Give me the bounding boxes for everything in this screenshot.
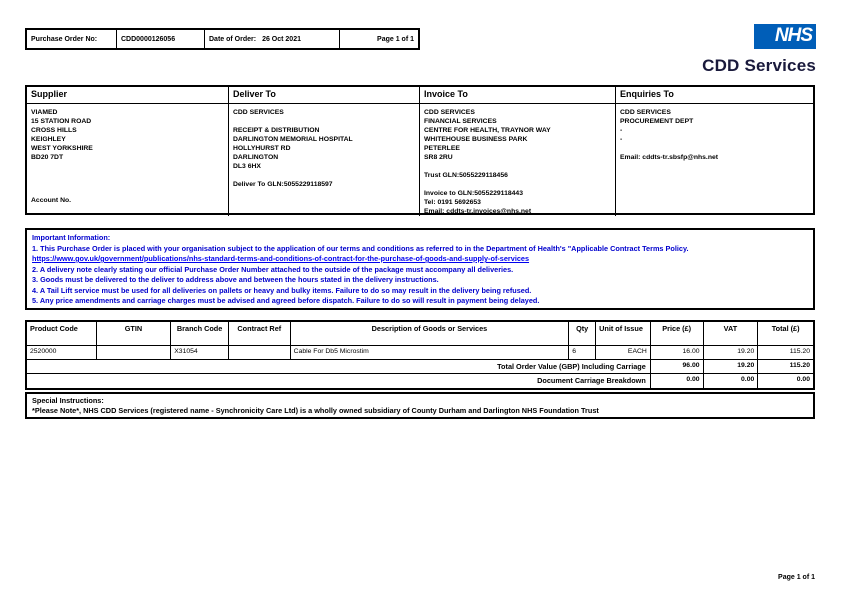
invoice-email: Email: cddts-tr.invoices@nhs.net: [424, 208, 532, 215]
address-line: WEST YORKSHIRE: [31, 145, 93, 152]
terms-line-5: 5. Any price amendments and carriage charges must be advised and agreed before dispatch. Failure to do so will result in payment being delayed.: [32, 296, 540, 305]
item-branch-code: X31054: [171, 346, 229, 360]
invoice-to-header: Invoice To: [420, 87, 616, 104]
organisation-name: CDD Services: [702, 56, 816, 75]
page-indicator: Page 1 of 1: [377, 35, 414, 43]
invoice-gln: Invoice to GLN:5055229118443: [424, 190, 523, 197]
item-vat: 19.20: [704, 346, 759, 360]
trust-gln: Trust GLN:5055229118456: [424, 172, 508, 179]
address-line: WHITEHOUSE BUSINESS PARK: [424, 136, 528, 143]
address-line: CDD SERVICES: [620, 109, 671, 116]
address-line: RECEIPT & DISTRIBUTION: [232, 127, 320, 134]
col-product-code: Product Code: [27, 322, 97, 346]
terms-policy-link[interactable]: https://www.gov.uk/government/publications/nhs-standard-terms-and-conditions-of-contract-for-the-purchase-of-goods-and-supply-of-services: [32, 254, 530, 263]
total-order-vat: 19.20: [704, 360, 759, 374]
address-line: DARLINGTON: [232, 154, 279, 161]
item-gtin: [97, 346, 172, 360]
order-date-value: 26 Oct 2021: [262, 35, 301, 43]
col-total: Total (£): [758, 322, 813, 346]
col-qty: Qty: [569, 322, 596, 346]
total-order-price: 96.00: [651, 360, 704, 374]
nhs-logo: NHS: [754, 24, 816, 49]
supplier-address: [27, 104, 229, 216]
address-line: CENTRE FOR HEALTH, TRAYNOR WAY: [424, 127, 551, 134]
important-info-heading: Important Information:: [32, 233, 111, 242]
account-no-label: Account No.: [31, 197, 72, 204]
order-date-label: Date of Order:: [209, 35, 257, 43]
terms-line-4: 4. A Tail Lift service must be used for all deliveries on pallets or heavy and bulky items. Failure to do so may result in the delivery being refused.: [32, 285, 532, 295]
address-line: CDD SERVICES: [424, 109, 475, 116]
address-line: -: [620, 136, 623, 143]
address-line: [233, 171, 416, 180]
item-price: 16.00: [651, 346, 704, 360]
address-line: SR8 2RU: [424, 154, 453, 161]
col-contract-ref: Contract Ref: [229, 322, 291, 346]
address-line: FINANCIAL SERVICES: [424, 118, 497, 125]
invoice-tel: Tel: 0191 5692653: [424, 199, 481, 206]
address-line: [620, 144, 810, 153]
special-instructions-heading: Special Instructions:: [32, 396, 104, 405]
enquiries-to-header: Enquiries To: [616, 87, 813, 104]
carriage-total: 0.00: [796, 376, 810, 383]
address-line: PETERLEE: [424, 145, 460, 152]
deliver-to-address: [229, 104, 420, 216]
address-line: CROSS HILLS: [31, 127, 77, 134]
order-date-cell: [205, 30, 340, 48]
address-table: [25, 85, 815, 215]
col-description: Description of Goods or Services: [291, 322, 570, 346]
po-header-strip: [25, 28, 420, 50]
item-unit-of-issue: EACH: [596, 346, 651, 360]
address-line: DARLINGTON MEMORIAL HOSPITAL: [232, 136, 353, 143]
address-line: -: [620, 127, 623, 134]
address-line: VIAMED: [31, 109, 58, 116]
col-branch-code: Branch Code: [171, 322, 229, 346]
carriage-vat: 0.00: [704, 374, 759, 388]
item-total: 115.20: [758, 346, 813, 360]
address-line: 15 STATION ROAD: [31, 118, 92, 125]
address-line: [424, 162, 612, 171]
enquiries-to-address: [616, 104, 813, 216]
po-number-label: Purchase Order No:: [27, 30, 117, 48]
footer-page-number: Page 1 of 1: [778, 574, 815, 581]
col-unit-of-issue: Unit of Issue: [596, 322, 651, 346]
address-line: HOLLYHURST RD: [232, 145, 291, 152]
line-items-table: [25, 320, 815, 390]
total-order-value-label: Total Order Value (GBP) Including Carriage: [27, 360, 651, 374]
enquiries-email: Email: cddts-tr.sbsfp@nhs.net: [620, 154, 719, 161]
total-order-total: 115.20: [758, 360, 813, 374]
item-contract-ref: [229, 346, 291, 360]
col-vat: VAT: [704, 322, 759, 346]
address-line: KEIGHLEY: [31, 136, 66, 143]
col-gtin: GTIN: [97, 322, 172, 346]
address-line: DL3 6HX: [232, 163, 261, 170]
item-description: Cable For Db5 Microstim: [291, 346, 570, 360]
terms-line-2: 2. A delivery note clearly stating our official Purchase Order Number attached to the outside of the package must accompany all deliveries.: [32, 264, 514, 274]
terms-line-3: 3. Goods must be delivered to the deliver to address above and between the hours stated in the delivery instructions.: [32, 275, 439, 284]
terms-line-1: 1. This Purchase Order is placed with your organisation subject to the application of our terms and conditions as referred to in the Department of Health's "Applicable Contract Terms Policy.: [32, 243, 689, 253]
address-line: BD20 7DT: [31, 154, 64, 161]
carriage-price: 0.00: [651, 374, 704, 388]
invoice-to-address: [420, 104, 616, 216]
address-line: CDD SERVICES: [232, 109, 284, 116]
po-number-value: CDD0000126056: [117, 30, 205, 48]
item-product-code: 2520000: [27, 346, 97, 360]
carriage-breakdown-label: Document Carriage Breakdown: [27, 374, 651, 388]
supplier-header: Supplier: [27, 87, 229, 104]
address-line: [233, 117, 416, 126]
address-line: PROCUREMENT DEPT: [620, 118, 694, 125]
col-price: Price (£): [651, 322, 704, 346]
special-instructions-text: *Please Note*, NHS CDD Services (registered name - Synchronicity Care Ltd) is a wholly owned subsidiary of County Durham and Darlington NHS Foundation Trust: [32, 406, 599, 415]
important-information-box: [25, 228, 815, 310]
deliver-gln: Deliver To GLN:5055229118597: [232, 181, 333, 188]
special-instructions-box: [25, 392, 815, 419]
address-line: [424, 180, 612, 189]
deliver-to-header: Deliver To: [229, 87, 420, 104]
item-qty: 6: [569, 346, 596, 360]
